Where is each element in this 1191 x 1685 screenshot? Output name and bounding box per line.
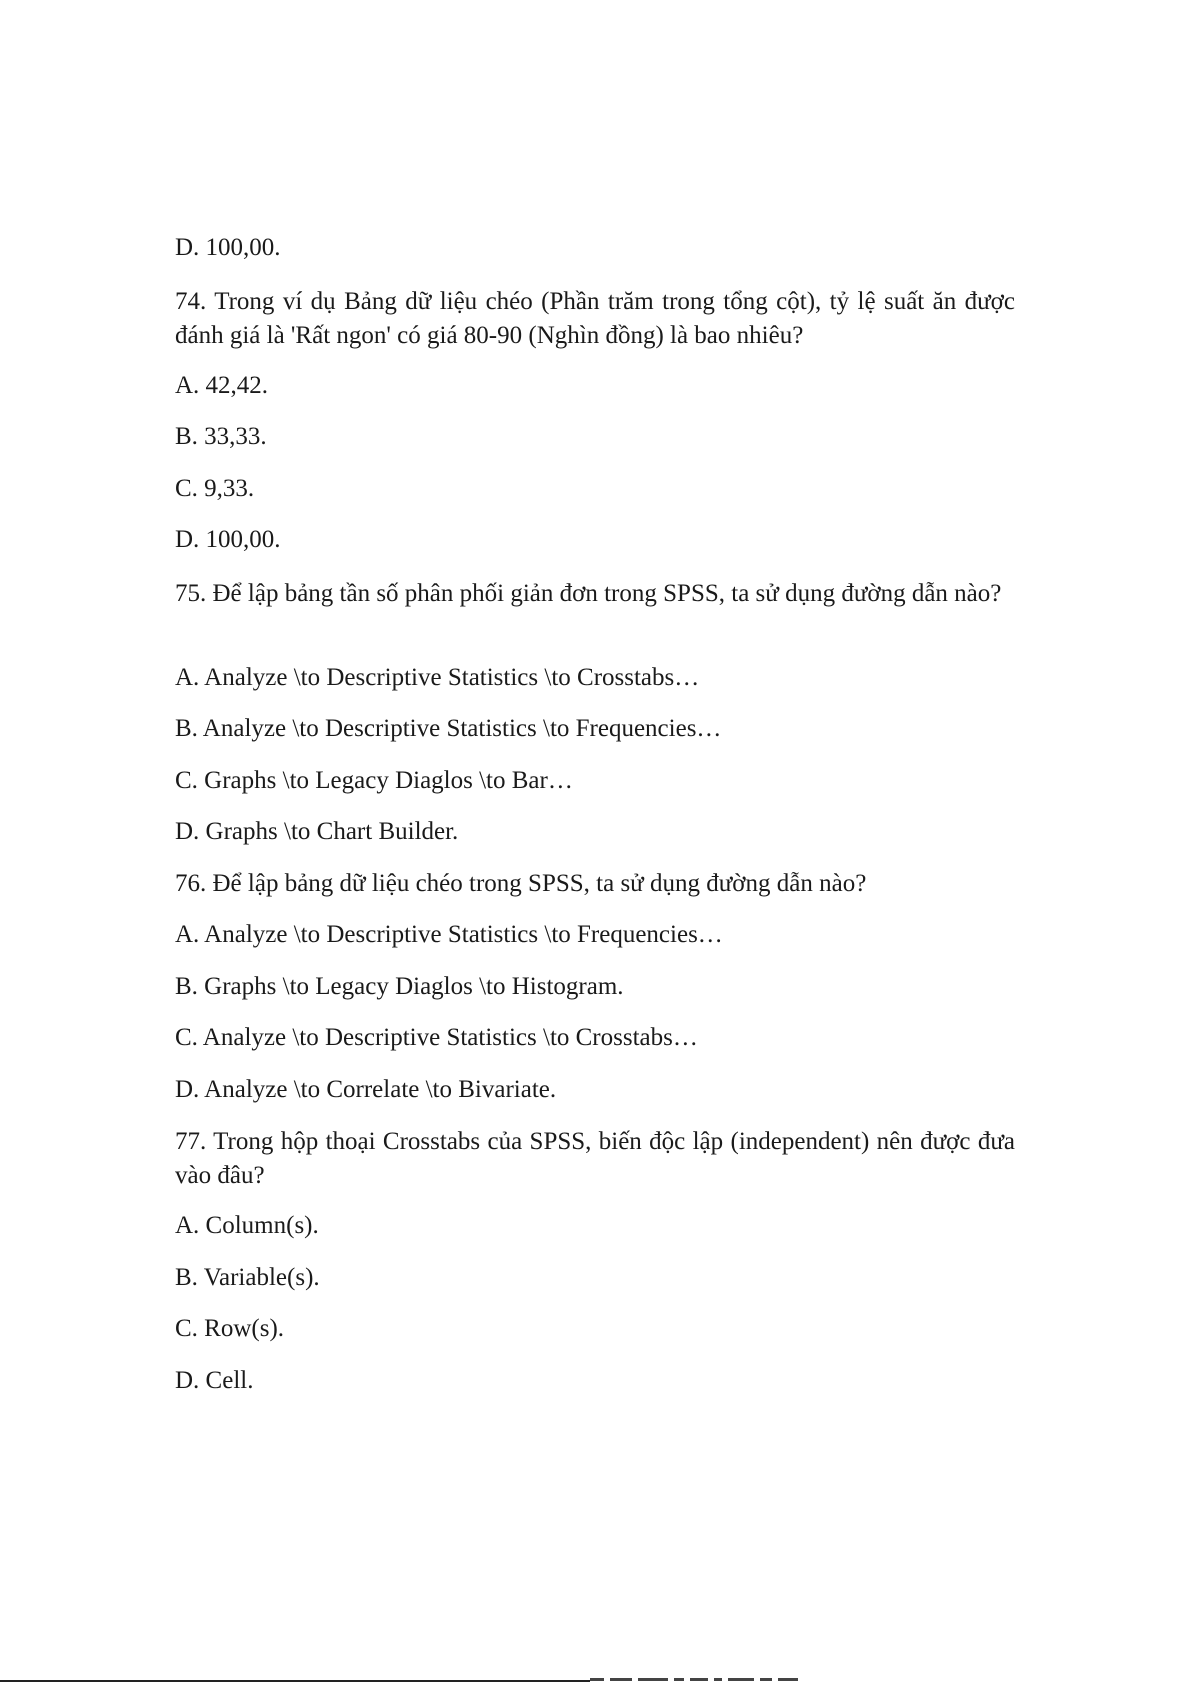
- answer-d-q75: D. Graphs \to Chart Builder.: [175, 818, 459, 845]
- answer-a-q76: A. Analyze \to Descriptive Statistics \to Frequencies…: [175, 921, 723, 948]
- footer-text-fragment: [590, 1678, 950, 1682]
- question-74: 74. Trong ví dụ Bảng dữ liệu chéo (Phần trăm trong tổng cột), tỷ lệ suất ăn được đánh giá là 'Rất ngon' có giá 80-90 (Nghìn đồng) là bao nhiêu?: [175, 288, 1015, 349]
- answer-d-q76: D. Analyze \to Correlate \to Bivariate.: [175, 1076, 557, 1103]
- answer-b-q75: B. Analyze \to Descriptive Statistics \to Frequencies…: [175, 715, 722, 742]
- answer-b-q74: B. 33,33.: [175, 423, 267, 450]
- answer-d-q77: D. Cell.: [175, 1367, 254, 1394]
- question-77: 77. Trong hộp thoại Crosstabs của SPSS, biến độc lập (independent) nên được đưa vào đâu?: [175, 1128, 1015, 1189]
- answer-b-q76: B. Graphs \to Legacy Diaglos \to Histogram.: [175, 973, 624, 1000]
- answer-b-q77: B. Variable(s).: [175, 1264, 320, 1291]
- answer-a-q75: A. Analyze \to Descriptive Statistics \to Crosstabs…: [175, 664, 700, 691]
- answer-a-q77: A. Column(s).: [175, 1212, 319, 1239]
- answer-c-q77: C. Row(s).: [175, 1315, 285, 1342]
- question-75: 75. Để lập bảng tần số phân phối giản đơn trong SPSS, ta sử dụng đường dẫn nào?: [175, 580, 1002, 607]
- footer-rule: [0, 1680, 590, 1682]
- answer-c-q74: C. 9,33.: [175, 475, 255, 502]
- answer-c-q76: C. Analyze \to Descriptive Statistics \to Crosstabs…: [175, 1024, 698, 1051]
- answer-d-q74: D. 100,00.: [175, 526, 281, 553]
- answer-c-q75: C. Graphs \to Legacy Diaglos \to Bar…: [175, 767, 573, 794]
- answer-d-q73: D. 100,00.: [175, 234, 281, 261]
- question-76: 76. Để lập bảng dữ liệu chéo trong SPSS, ta sử dụng đường dẫn nào?: [175, 870, 867, 897]
- answer-a-q74: A. 42,42.: [175, 372, 269, 399]
